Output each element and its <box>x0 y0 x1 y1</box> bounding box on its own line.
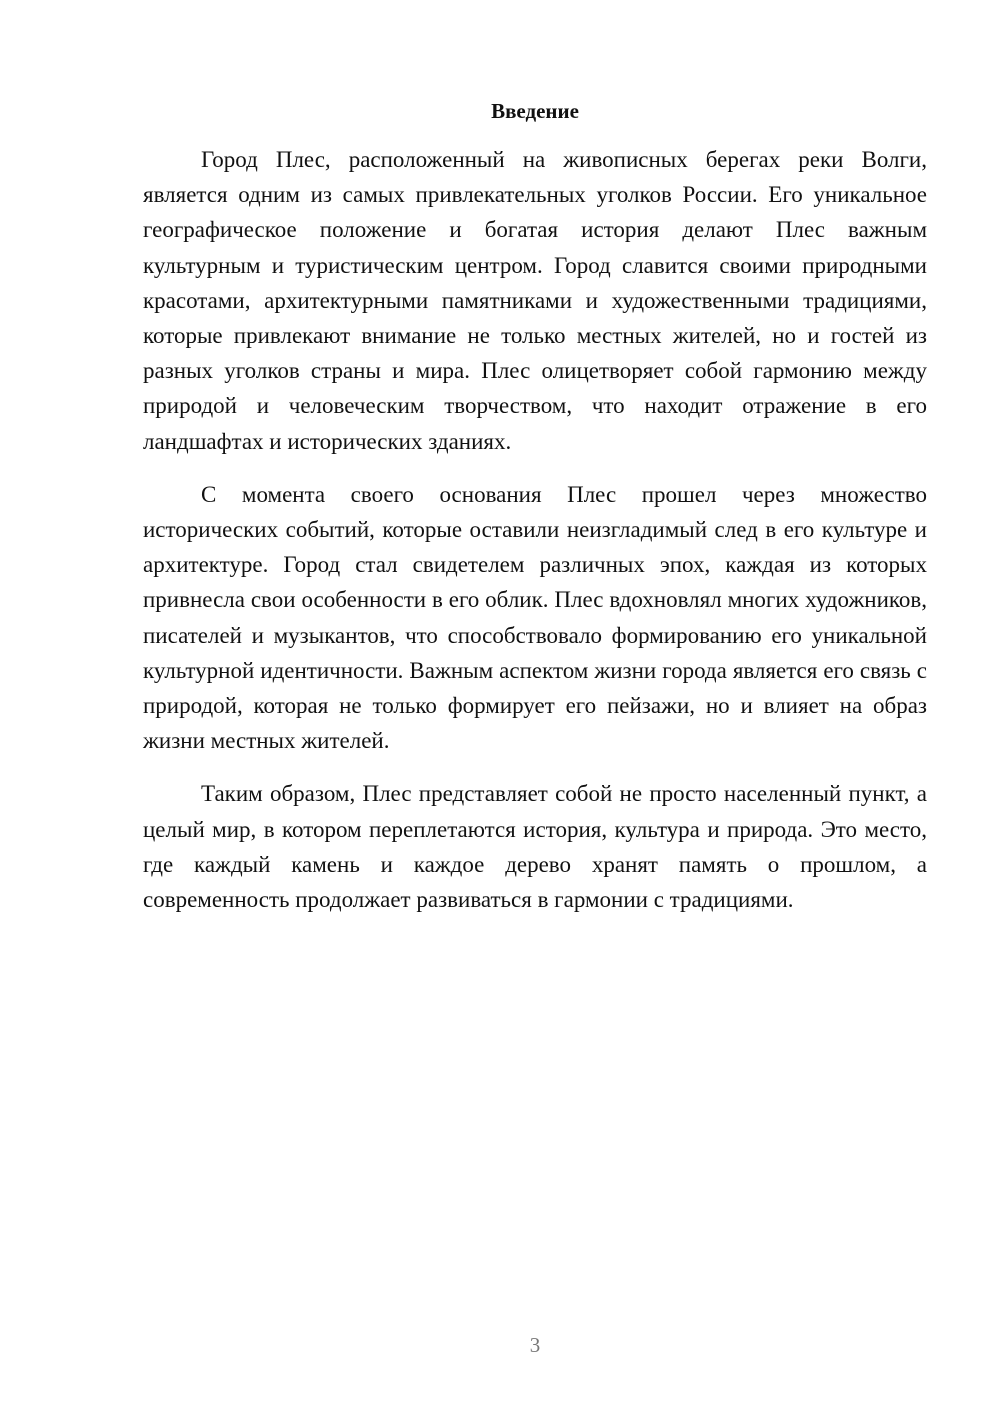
document-body <box>143 142 927 935</box>
section-title: Введение <box>491 99 579 123</box>
paragraph-2: С момента своего основания Плес прошел через множество исторических событий, которые оставили неизгладимый след в его культуре и архитектуре. Город стал свидетелем различных эпох, каждая из которых привнесла свои особенности в его облик. Плес вдохновлял многих художников, писателей и музыкантов, что способствовало формированию его уникальной культурной идентичности. Важным аспектом жизни города является его связь с природой, которая не только формирует его пейзажи, но и влияет на образ жизни местных жителей. <box>143 481 927 754</box>
paragraph-1: Город Плес, расположенный на живописных берегах реки Волги, является одним из самых привлекательных уголков России. Его уникальное географическое положение и богатая история делают Плес важным культурным и туристическим центром. Город славится своими природными красотами, архитектурными памятниками и художественными традициями, которые привлекают внимание не только местных жителей, но и гостей из разных уголков страны и мира. Плес олицетворяет собой гармонию между природой и человеческим творчеством, что находит отражение в его ландшафтах и исторических зданиях. <box>143 147 927 454</box>
paragraph-3: Таким образом, Плес представляет собой не просто населенный пункт, а целый мир, в котором переплетаются история, культура и природа. Это место, где каждый камень и каждое дерево хранят память о прошлом, а современность продолжает развиваться в гармонии с традициями. <box>143 781 927 913</box>
page-number: 3 <box>529 1333 541 1357</box>
